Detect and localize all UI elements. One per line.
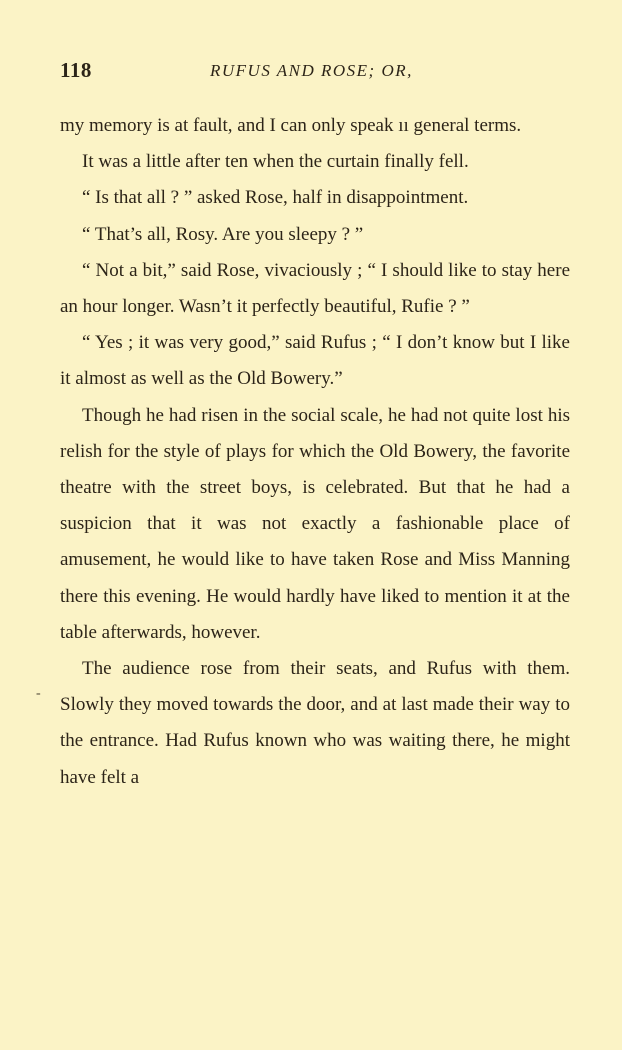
paragraph: Though he had risen in the social scale, he had not quite lost his relish for the style of plays for which the Old Bowery, the favorite theatre with the street boys, is celebrated. But that he had a suspicion that it was not exactly a fashionable place of amusement, he would like to have taken Rose and Miss Manning there this evening. He would hardly have liked to mention it at the table afterwards, however.: [60, 404, 570, 643]
paragraph: “ Is that all ? ” asked Rose, half in disappointment.: [82, 187, 469, 209]
margin-mark: -: [36, 686, 41, 701]
paragraph: “ Yes ; it was very good,” said Rufus ; “ I don’t know but I like it almost as well as the Old Bowery.”: [60, 332, 570, 390]
paragraph-continued: my memory is at fault, and I can only speak ıı general terms.: [60, 115, 522, 136]
paragraph: The audience rose from their seats, and Rufus with them. Slowly they moved towards the door, and at last made their way to the entrance. Had Rufus known who was waiting there, he might have felt a: [60, 658, 570, 788]
paragraph: “ Not a bit,” said Rose, vivaciously ; “ I should like to stay here an hour longer. Wasn’t it perfectly beautiful, Rufie ? ”: [60, 259, 570, 318]
paragraph: It was a little after ten when the curtain finally fell.: [82, 151, 469, 173]
body-text: [60, 108, 570, 796]
page-header: [60, 58, 570, 90]
page-number: 118: [60, 58, 92, 82]
running-head: RUFUS AND ROSE; OR,: [210, 61, 413, 80]
paragraph: “ That’s all, Rosy. Are you sleepy ? ”: [82, 223, 364, 245]
